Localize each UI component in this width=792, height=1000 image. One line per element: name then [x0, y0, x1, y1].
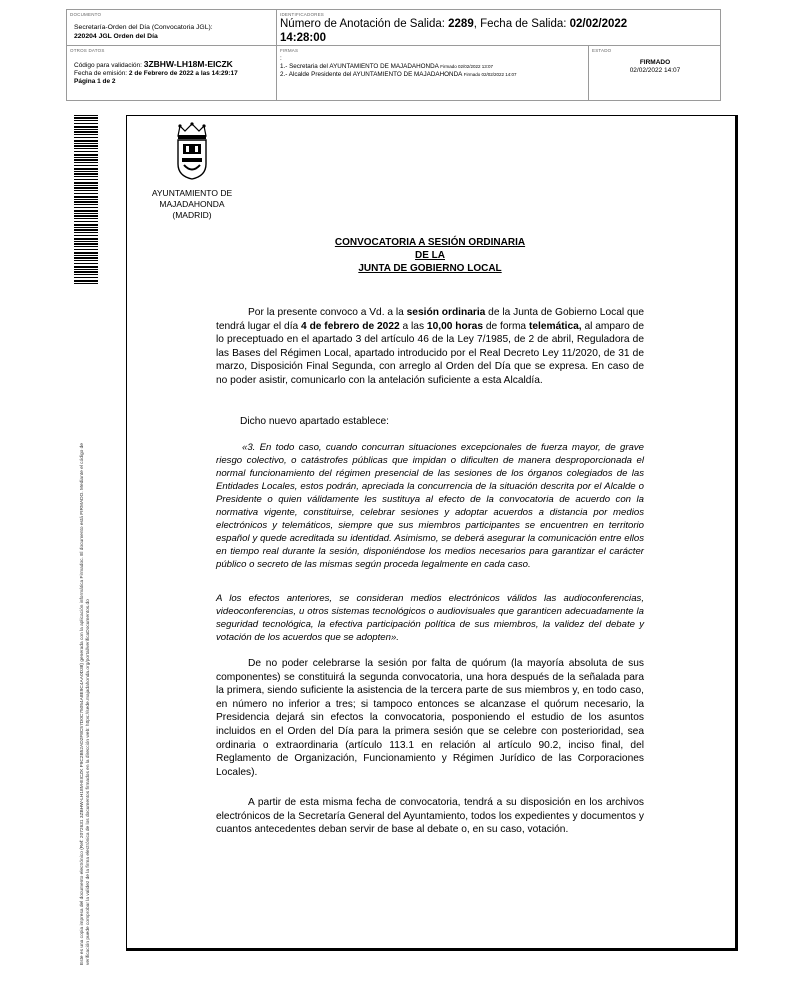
anotacion-fecha: 02/02/2022 [569, 18, 628, 30]
paragraph-disposicion: A partir de esta misma fecha de convocatoria, tendrá a su disposición en los archivos electrónicos de la Secretaría General del Ayuntamiento, todos los expedientes y documentos y cuantos antecedentes deban servir de base al debate o, en su caso, votación. [216, 797, 644, 836]
quote-paragraph-1: «3. En todo caso, cuando concurran situaciones excepcionales de fuerza mayor, de grave riesgo colectivo, o catástrofes públicas que impidan o dificulten de manera desproporcionada el normal funcionamiento del régimen presencial de las sesiones de los órganos colegiados de las Entidades Locales, estos podrán, apreciada la concurrencia de la situación descrita por el Alcalde o Presidente o quien válidamente les sustituya al efecto de la convocatoria de acuerdo con la normativa vigente, constituirse, celebrar sesiones y adoptar acuerdos a distancia por medios electrónicos y telemáticos, siempre que sus miembros participantes se encuentren en territorio español y quede acreditada su identidad. Asimismo, se deberá asegurar la comunicación entre ellos en tiempo real durante la sesión, disponiéndose los medios necesarios para garantizar el carácter público o secreto de las mismas según proceda legalmente en cada caso. [216, 442, 644, 570]
anotacion-number: 2289 [448, 18, 474, 30]
otros-datos-label: OTROS DATOS [70, 48, 105, 53]
estado-cell [589, 46, 721, 101]
documento-cell [67, 10, 277, 46]
pagina: Página 1 de 2 [74, 78, 116, 85]
emision-value: 2 de Febrero de 2022 a las 14:29:17 [128, 70, 238, 77]
firmas-label: FIRMAS [280, 48, 299, 53]
validation-side-text [80, 295, 92, 965]
letterhead-line2: MAJADAHONDA [159, 199, 225, 209]
side-text-line1: Este es una copia impresa del documento electrónico (Ref: 2072631 3ZBHW-LH18M-EICZK F9C2B52AD2F8C57D0C75054A8E9C4AA0D38) generada con la aplicación informática Firmadoc. El documento está FIRMADO. Mediante el código de [80, 443, 85, 965]
firmas-colon: : [280, 55, 282, 62]
letterhead [140, 188, 244, 221]
anotacion-mid: , Fecha de Salida: [473, 18, 570, 30]
codigo-validacion: Código para validación: 3ZBHW-LH18M-EICZK [74, 59, 233, 69]
coat-of-arms-icon [174, 122, 210, 180]
firma-2: 2.- Alcalde Presidente del AYUNTAMIENTO DE MAJADAHONDA Firmado 02/02/2022 14:07 [280, 71, 517, 78]
paragraph-establece: Dicho nuevo apartado establece: [240, 416, 389, 427]
documento-line1: Secretaría-Orden del Día (Convocatoria JGL): [74, 24, 213, 31]
document-header [66, 9, 721, 101]
document-title [290, 236, 570, 275]
quote-paragraph-2: A los efectos anteriores, se consideran medios electrónicos válidos las audioconferencias, videoconferencias, u otros sistemas tecnológicos o audiovisuales que garanticen adecuadamente la seguridad tecnológica, la efectiva participación política de sus miembros, la validez del debate y votación de los acuerdos que se adopten». [216, 593, 644, 643]
anotacion-prefix: Número de Anotación de Salida: [280, 18, 449, 30]
anotacion-text [280, 17, 627, 45]
letterhead-line3: (MADRID) [172, 210, 212, 220]
side-text-line2: verificación puede comprobar la validez de la firma electrónica de los documentos firmados en la dirección web: https://sede.majadahonda.org/portal/verificaDocumentos.do [86, 599, 91, 965]
firma-1: 1.- Secretaria del AYUNTAMIENTO DE MAJADAHONDA Firmado 02/02/2022 13:07 [280, 63, 494, 70]
estado-value: FIRMADO [639, 59, 671, 66]
anotacion-hora: 14:28:00 [280, 32, 327, 44]
documento-label: DOCUMENTO [70, 12, 102, 17]
title-line2: DE LA [415, 250, 445, 261]
estado-fecha: 02/02/2022 14:07 [629, 67, 681, 74]
fecha-emision: Fecha de emisión: 2 de Febrero de 2022 a las 14:29:17 [74, 70, 238, 77]
title-line1: CONVOCATORIA A SESIÓN ORDINARIA [334, 237, 526, 248]
identificadores-label: IDENTIFICADORES [280, 12, 325, 17]
firmas-cell [277, 46, 589, 101]
documento-line2: 220204 JGL Orden del Día [74, 33, 158, 40]
paragraph-convocatoria: Por la presente convoco a Vd. a la sesión ordinaria de la Junta de Gobierno Local que tendrá lugar el día 4 de febrero de 2022 a las 10,00 horas de forma telemática, al amparo de lo preceptuado en el apartado 3 del artículo 46 de la Ley 7/1985, de 2 de abril, Reguladora de las Bases del Régimen Local, apartado introducido por el Real Decreto Ley 11/2020, de 31 de marzo, Disposición Final Segunda, con arreglo al Orden del Día que se expresa. En caso de no poder asistir, comunicarlo con la antelación suficiente a esta Alcaldía. [216, 307, 644, 386]
codigo-value: 3ZBHW-LH18M-EICZK [143, 59, 233, 69]
barcode-image [74, 115, 98, 285]
otros-datos-cell [67, 46, 277, 101]
paragraph-quorum: De no poder celebrarse la sesión por falta de quórum (la mayoría absoluta de sus componentes) se constituirá la segunda convocatoria, una hora después de la señalada para la primera, siendo suficiente la asistencia de la tercera parte de sus miembros y, en todo caso, en número no inferior a tres; si tampoco entonces se alcanzase el quórum necesario, la Presidencia dejará sin efectos la convocatoria, posponiendo el estudio de los asuntos incluidos en el Orden del Día para la primera sesión que se celebre con posterioridad, sea ordinaria o extraordinaria (artículo 113.1 en relación al artículo 90.2, inciso final, del Reglamento de Organización, Funcionamiento y Régimen Jurídico de las Corporaciones Locales). [216, 658, 644, 778]
letterhead-line1: AYUNTAMIENTO DE [151, 188, 233, 198]
title-line3: JUNTA DE GOBIERNO LOCAL [358, 263, 502, 274]
identificadores-cell [277, 10, 721, 46]
estado-label: ESTADO [592, 48, 612, 53]
